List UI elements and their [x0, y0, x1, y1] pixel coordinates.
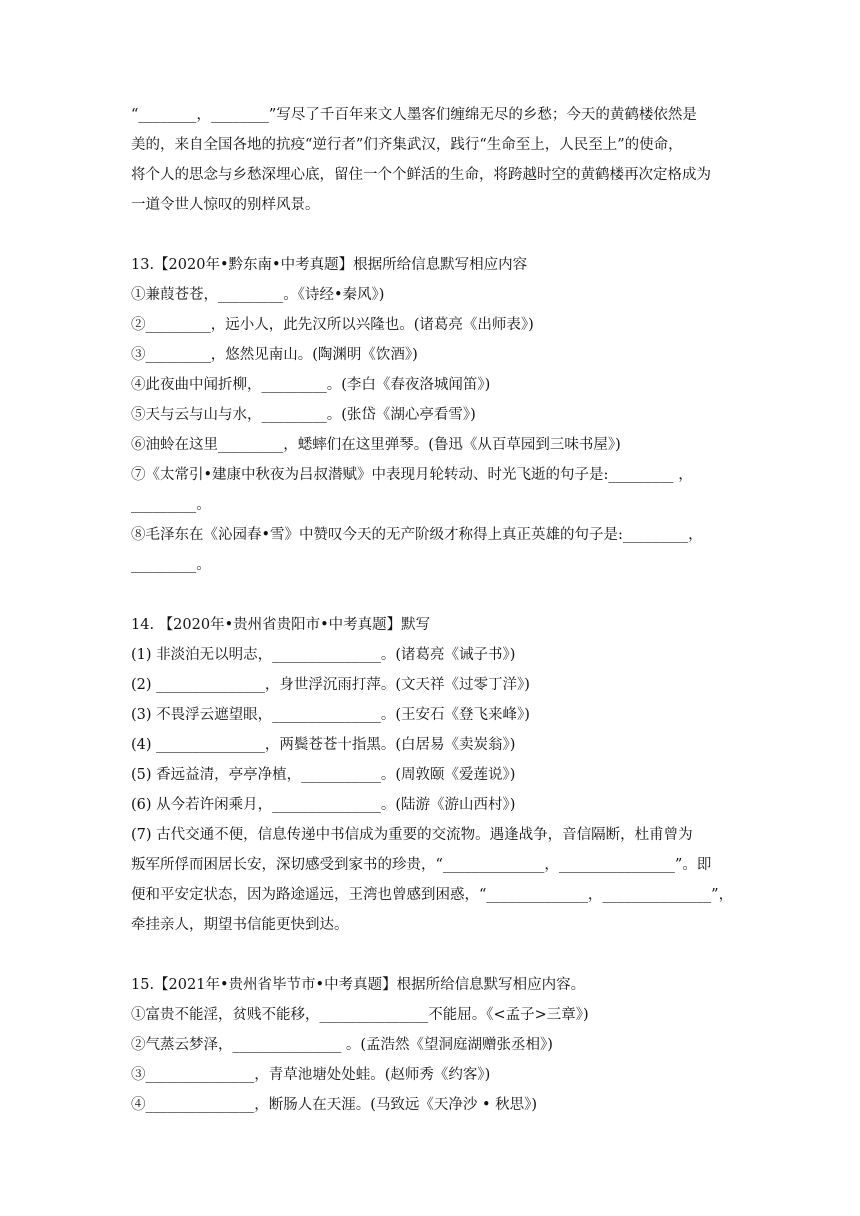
question-line: ⑧毛泽东在《沁园春•雪》中赞叹今天的无产阶级才称得上真正英雄的句子是:_________， [131, 527, 703, 543]
question-line: (1) 非淡泊无以明志，_______________。(诸葛亮《诫子书》) [131, 647, 516, 663]
question-line: ③_______________，青草池塘处处蛙。(赵师秀《约客》) [131, 1067, 491, 1083]
question-line: ②_________，远小人，此先汉所以兴隆也。(诸葛亮《出师表》) [131, 317, 534, 333]
document-content [131, 100, 734, 1120]
question-line: (2) _______________，身世浮沉雨打萍。(文天祥《过零丁洋》) [131, 677, 530, 693]
question-line: _________。 [131, 497, 211, 513]
question-line: ④此夜曲中闻折柳，_________。(李白《春夜洛城闻笛》) [131, 377, 491, 393]
question-line: ⑤天与云与山与水，_________。(张岱《湖心亭看雪》) [131, 407, 476, 423]
question-line: ①兼葭苍苍，_________。《诗经•秦风》) [131, 287, 385, 303]
intro-paragraph [131, 100, 731, 220]
question-line: 牵挂亲人，期望书信能更快到达。 [131, 917, 349, 933]
spacer [131, 940, 731, 970]
question-line: _________。 [131, 557, 211, 573]
question-title: 15.【2021年•贵州省毕节市•中考真题】根据所给信息默写相应内容。 [131, 977, 586, 993]
question-line: (7) 古代交通不便，信息传递中书信成为重要的交流物。遇逢战争，音信隔断，杜甫曾为 [131, 827, 693, 843]
intro-line: 一道令世人惊叹的别样风景。 [131, 197, 320, 213]
question-line: ④_______________，断肠人在天涯。(马致远《天净沙 • 秋思》) [131, 1097, 538, 1113]
question-title: 14. 【2020年•贵州省贵阳市•中考真题】默写 [131, 617, 431, 633]
spacer [131, 220, 731, 250]
question-line: (4) _______________，两鬓苍苍十指黑。(白居易《卖炭翁》) [131, 737, 516, 753]
question-line: ②气蒸云梦泽，_______________ 。(孟浩然《望洞庭湖赠张丞相》) [131, 1037, 553, 1053]
question-line: (5) 香远益清，亭亭净植，___________。(周敦颐《爱莲说》) [131, 767, 516, 783]
question-title: 13.【2020年•黔东南•中考真题】根据所给信息默写相应内容 [131, 257, 528, 273]
question-line: (3) 不畏浮云遮望眼，_______________。(王安石《登飞来峰》) [131, 707, 530, 723]
question-14 [131, 610, 734, 940]
question-line: ⑥油蛉在这里_________，蟋蟀们在这里弹琴。(鲁迅《从百草园到三味书屋》) [131, 437, 621, 453]
question-13 [131, 250, 731, 580]
question-line: ⑦《太常引•建康中秋夜为吕叔潜赋》中表现月轮转动、时光飞逝的句子是:_________ ， [131, 467, 693, 483]
question-line: ③_________，悠然见南山。(陶渊明《饮酒》) [131, 347, 418, 363]
intro-line: 将个人的思念与乡愁深埋心底，留住一个个鲜活的生命，将跨越时空的黄鹤楼再次定格成为 [131, 167, 711, 183]
question-line: 叛军所俘而困居长安，深切感受到家书的珍贵，“______________，________________”。即 [131, 857, 712, 873]
question-line: (6) 从今若许闲乘月，_______________。(陆游《游山西村》) [131, 797, 516, 813]
question-15 [131, 970, 731, 1120]
spacer [131, 580, 731, 610]
intro-line: 美的，来自全国各地的抗疫“逆行者”们齐集武汉，践行“生命至上，人民至上”的使命， [131, 137, 683, 153]
question-line: 便和平安定状态，因为路途遥远，王湾也曾感到困惑，“______________，_______________”， [131, 887, 734, 903]
intro-line: “________，________”写尽了千百年来文人墨客们缠绵无尽的乡愁；今天的黄鹤楼依然是 [131, 107, 697, 123]
question-line: ①富贵不能淫，贫贱不能移，_______________不能屈。《<孟子>三章》) [131, 1007, 589, 1023]
